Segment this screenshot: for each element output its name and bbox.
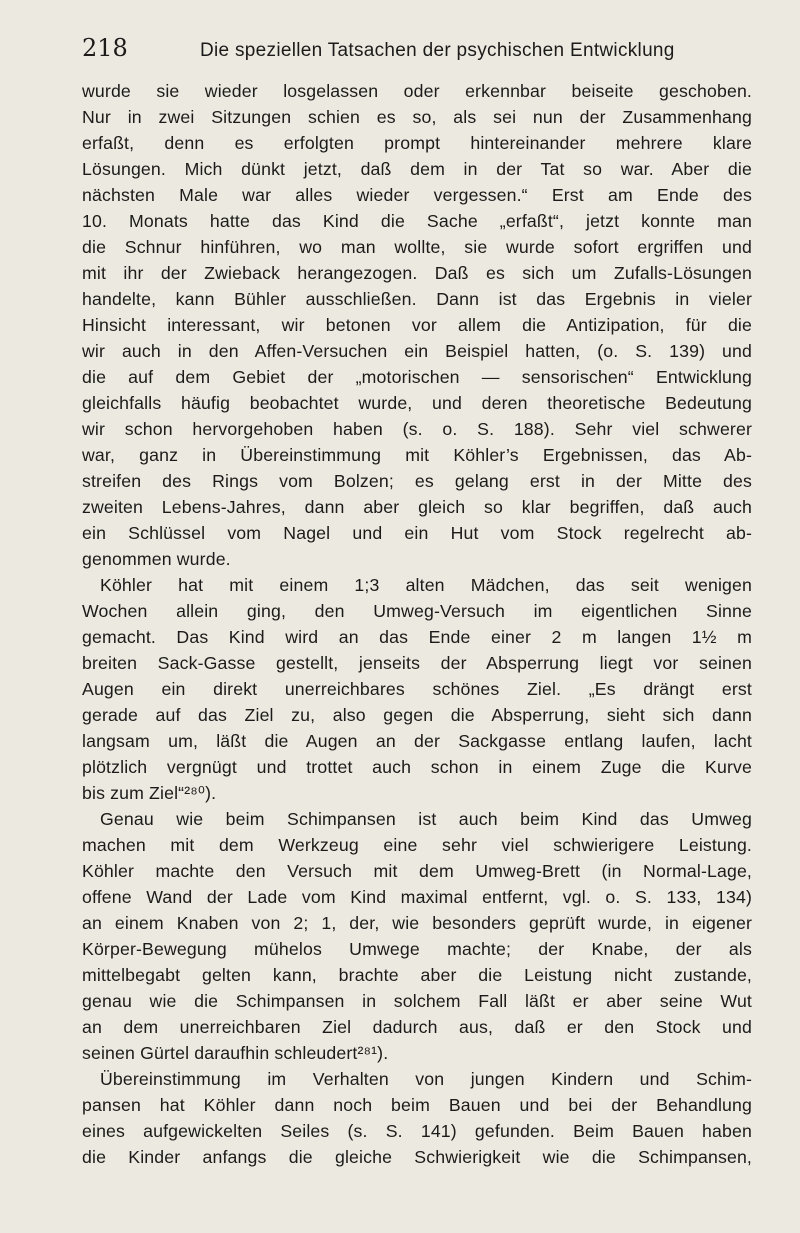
text-line: ein Schlüssel vom Nagel und ein Hut vom Stock regelrecht ab- [82,523,752,543]
text-line: Köhler hat mit einem 1;3 alten Mädchen, das seit wenigen [100,575,752,595]
text-line: die Kinder anfangs die gleiche Schwierigkeit wie die Schimpansen, [82,1147,752,1167]
text-line: offene Wand der Lade vom Kind maximal entfernt, vgl. o. S. 133, 134) [82,887,752,907]
body-text [82,78,752,1170]
running-title: Die speziellen Tatsachen der psychischen Entwicklung [200,40,675,61]
text-line: die auf dem Gebiet der „motorischen — sensorischen“ Entwicklung [82,367,752,387]
text-line: breiten Sack-Gasse gestellt, jenseits der Absperrung liegt vor seinen [82,653,752,673]
text-line: genommen wurde. [82,549,231,569]
text-line: nächsten Male war alles wieder vergessen.“ Erst am Ende des [82,185,752,205]
text-line: Nur in zwei Sitzungen schien es so, als sei nun der Zusammenhang [82,107,752,127]
text-line: mit ihr der Zwieback herangezogen. Daß es sich um Zufalls-Lösungen [82,263,752,283]
text-line: Wochen allein ging, den Umweg-Versuch im eigentlichen Sinne [82,601,752,621]
page-number: 218 [82,34,128,62]
text-line: Köhler machte den Versuch mit dem Umweg-Brett (in Normal-Lage, [82,861,752,881]
text-line: gleichfalls häufig beobachtet wurde, und deren theoretische Bedeutung [82,393,752,413]
text-line: mittelbegabt gelten kann, brachte aber die Leistung nicht zustande, [82,965,752,985]
text-line: zweiten Lebens-Jahres, dann aber gleich so klar begriffen, daß auch [82,497,752,517]
text-line: wir auch in den Affen-Versuchen ein Beispiel hatten, (o. S. 139) und [82,341,752,361]
text-line: machen mit dem Werkzeug eine sehr viel schwierigere Leistung. [82,835,752,855]
text-line: an dem unerreichbaren Ziel dadurch aus, daß er den Stock und [82,1017,752,1037]
text-line: pansen hat Köhler dann noch beim Bauen und bei der Behandlung [82,1095,752,1115]
running-header [82,34,740,64]
text-line: gemacht. Das Kind wird an das Ende einer 2 m langen 1½ m [82,627,752,647]
text-line: 10. Monats hatte das Kind die Sache „erfaßt“, jetzt konnte man [82,211,752,231]
text-line: eines aufgewickelten Seiles (s. S. 141) gefunden. Beim Bauen haben [82,1121,752,1141]
text-line: die Schnur hinführen, wo man wollte, sie wurde sofort ergriffen und [82,237,752,257]
text-line: gerade auf das Ziel zu, also gegen die Absperrung, sieht sich dann [82,705,752,725]
text-line: erfaßt, denn es erfolgten prompt hintereinander mehrere klare [82,133,752,153]
text-line: Augen ein direkt unerreichbares schönes Ziel. „Es drängt erst [82,679,752,699]
text-line: plötzlich vergnügt und trottet auch schon in einem Zuge die Kurve [82,757,752,777]
text-line: Übereinstimmung im Verhalten von jungen Kindern und Schim- [100,1069,752,1089]
text-line: seinen Gürtel daraufhin schleudert²⁸¹). [82,1043,389,1063]
text-line: an einem Knaben von 2; 1, der, wie besonders geprüft wurde, in eigener [82,913,752,933]
text-line: Hinsicht interessant, wir betonen vor allem die Antizipation, für die [82,315,752,335]
text-line: Genau wie beim Schimpansen ist auch beim Kind das Umweg [100,809,752,829]
text-line: handelte, kann Bühler ausschließen. Dann ist das Ergebnis in vieler [82,289,752,309]
text-line: wir schon hervorgehoben haben (s. o. S. 188). Sehr viel schwerer [82,419,752,439]
text-line: langsam um, läßt die Augen an der Sackgasse entlang laufen, lacht [82,731,752,751]
text-line: streifen des Rings vom Bolzen; es gelang erst in der Mitte des [82,471,752,491]
text-line: wurde sie wieder losgelassen oder erkennbar beiseite geschoben. [82,81,752,101]
text-line: genau wie die Schimpansen in solchem Fall läßt er aber seine Wut [82,991,752,1011]
text-line: bis zum Ziel“²⁸⁰). [82,783,217,803]
text-line: war, ganz in Übereinstimmung mit Köhler’s Ergebnissen, das Ab- [82,445,752,465]
text-line: Körper-Bewegung mühelos Umwege machte; der Knabe, der als [82,939,752,959]
text-line: Lösungen. Mich dünkt jetzt, daß dem in der Tat so war. Aber die [82,159,752,179]
